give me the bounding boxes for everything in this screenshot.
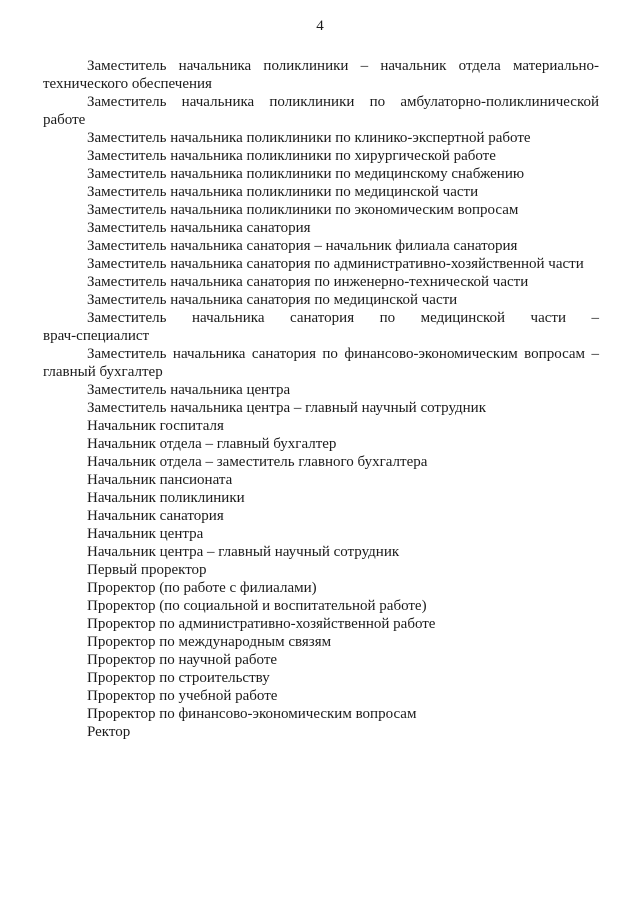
job-title-line: Проректор по учебной работе (87, 688, 278, 704)
job-title-line: Начальник поликлиники (87, 490, 245, 506)
job-title-line: Начальник отдела – заместитель главного бухгалтера (87, 454, 428, 470)
job-title-list (0, 57, 640, 741)
job-title-line: Проректор (по работе с филиалами) (87, 580, 317, 596)
job-title-line: Заместитель начальника санатория по медицинской части (87, 292, 458, 308)
job-title-line: Заместитель начальника поликлиники по клинико-экспертной работе (87, 130, 531, 146)
job-title-line: Начальник госпиталя (87, 418, 224, 434)
job-title-line: Начальник отдела – главный бухгалтер (87, 436, 337, 452)
job-title-line: Проректор по административно-хозяйственной работе (87, 616, 436, 632)
job-title-line: Заместитель начальника санатория (87, 220, 311, 236)
job-title-line: Заместитель начальника поликлиники – начальник отдела материально- (87, 58, 599, 74)
job-title-line: Начальник центра (87, 526, 204, 542)
job-title-line: Заместитель начальника санатория – начальник филиала санатория (87, 238, 518, 254)
job-title-line: Заместитель начальника поликлиники по амбулаторно-поликлинической (87, 94, 599, 110)
job-title-line: врач-специалист (43, 328, 150, 344)
job-title-line: Начальник пансионата (87, 472, 233, 488)
job-title-line: Заместитель начальника поликлиники по медицинскому снабжению (87, 166, 525, 182)
job-title-line: Заместитель начальника санатория по инженерно-технической части (87, 274, 529, 290)
job-title-line: Заместитель начальника центра – главный научный сотрудник (87, 400, 486, 416)
page-number: 4 (316, 18, 324, 34)
job-title-line: Проректор (по социальной и воспитательной работе) (87, 598, 427, 614)
job-title-line: Заместитель начальника поликлиники по медицинской части (87, 184, 479, 200)
job-title-line: Заместитель начальника центра (87, 382, 291, 398)
job-title-line: Проректор по финансово-экономическим вопросам (87, 706, 417, 722)
job-title-line: Заместитель начальника санатория по финансово-экономическим вопросам – (87, 346, 599, 362)
job-title-line: главный бухгалтер (43, 364, 163, 380)
job-title-line: технического обеспечения (43, 76, 212, 92)
job-title-line: Проректор по научной работе (87, 652, 278, 668)
job-title-line: Первый проректор (87, 562, 207, 578)
job-title-line: Начальник санатория (87, 508, 224, 524)
job-title-line: Заместитель начальника поликлиники по хирургической работе (87, 148, 496, 164)
job-title-line: Заместитель начальника санатория по медицинской части – (87, 310, 599, 326)
job-title-line: Заместитель начальника санатория по административно-хозяйственной части (87, 256, 584, 272)
job-title-line: работе (43, 112, 86, 128)
job-title-line: Проректор по строительству (87, 670, 270, 686)
job-title-line: Ректор (87, 724, 131, 740)
job-title-line: Начальник центра – главный научный сотрудник (87, 544, 400, 560)
job-title-line: Проректор по международным связям (87, 634, 332, 650)
job-title-line: Заместитель начальника поликлиники по экономическим вопросам (87, 202, 519, 218)
